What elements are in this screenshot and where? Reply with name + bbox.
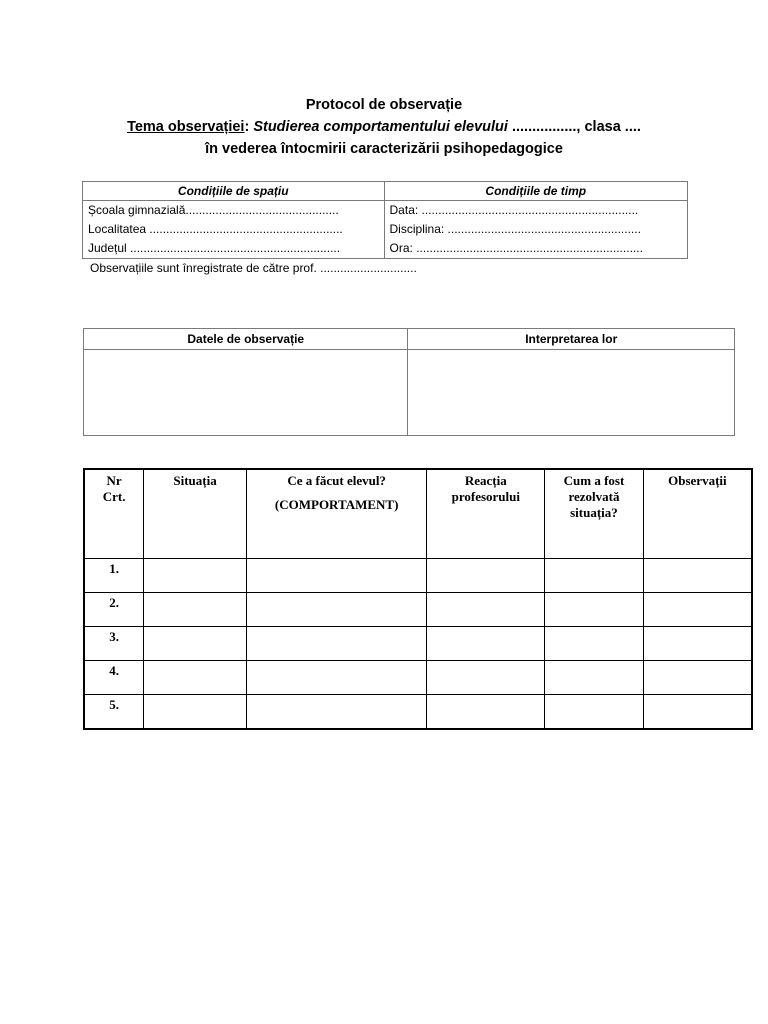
behavior-cell[interactable] — [246, 627, 427, 661]
situation-cell[interactable] — [144, 593, 247, 627]
behavior-cell[interactable] — [246, 593, 427, 627]
remarks-cell[interactable] — [643, 627, 752, 661]
reaction-cell[interactable] — [427, 627, 545, 661]
remarks-cell[interactable] — [643, 661, 752, 695]
behavior-subheader: (COMPORTAMENT) — [274, 497, 399, 512]
table-row — [84, 661, 752, 695]
teacher-note: Observațiile sunt înregistrate de către prof. ............................. — [90, 261, 417, 275]
row-number: 1. — [84, 559, 144, 593]
remarks-header: Observații — [643, 469, 752, 559]
behavior-cell[interactable] — [246, 661, 427, 695]
document-title: Protocol de observație — [305, 97, 463, 113]
interpretation-header: Interpretarea lor — [408, 329, 735, 350]
discipline-field[interactable]: Disciplina: .......................................................... — [384, 220, 687, 239]
resolution-cell[interactable] — [545, 661, 644, 695]
interpretation-cell[interactable] — [408, 350, 735, 436]
row-number: 3. — [84, 627, 144, 661]
document-title-block — [0, 94, 768, 160]
reaction-cell[interactable] — [427, 695, 545, 730]
behavior-cell[interactable] — [246, 695, 427, 730]
resolution-cell[interactable] — [545, 593, 644, 627]
reaction-cell[interactable] — [427, 559, 545, 593]
row-number: 5. — [84, 695, 144, 730]
space-conditions-header: Condițiile de spațiu — [83, 182, 385, 201]
theme-text: Studierea comportamentului elevului — [253, 119, 508, 135]
date-field[interactable]: Data: ................................................................. — [384, 201, 687, 221]
resolution-cell[interactable] — [545, 695, 644, 730]
situation-cell[interactable] — [144, 559, 247, 593]
table-row — [84, 627, 752, 661]
conditions-table — [82, 181, 688, 259]
row-number: 2. — [84, 593, 144, 627]
observation-theme — [0, 116, 768, 138]
behavior-table — [83, 468, 753, 730]
nr-crt-header: Nr Crt. — [84, 469, 144, 559]
table-row — [84, 695, 752, 730]
behavior-header: Ce a făcut elevul? (COMPORTAMENT) — [246, 469, 427, 559]
locality-field[interactable]: Localitatea .......................................................... — [83, 220, 385, 239]
theme-colon: : — [244, 119, 254, 135]
situation-cell[interactable] — [144, 695, 247, 730]
theme-label: Tema observației — [127, 119, 245, 135]
resolution-cell[interactable] — [545, 627, 644, 661]
hour-field[interactable]: Ora: .................................................................... — [384, 239, 687, 259]
teacher-reaction-header: Reacția profesorului — [427, 469, 545, 559]
table-row — [84, 593, 752, 627]
remarks-cell[interactable] — [643, 695, 752, 730]
remarks-cell[interactable] — [643, 559, 752, 593]
observation-data-header: Datele de observație — [84, 329, 408, 350]
theme-purpose: în vederea întocmirii caracterizării psihopedagogice — [205, 141, 563, 157]
resolution-cell[interactable] — [545, 559, 644, 593]
theme-tail: ................, clasa .... — [507, 119, 641, 135]
reaction-cell[interactable] — [427, 593, 545, 627]
row-number: 4. — [84, 661, 144, 695]
table-row — [84, 559, 752, 593]
behavior-cell[interactable] — [246, 559, 427, 593]
situation-cell[interactable] — [144, 661, 247, 695]
observation-data-table — [83, 328, 735, 436]
reaction-cell[interactable] — [427, 661, 545, 695]
resolution-header: Cum a fost rezolvată situația? — [545, 469, 644, 559]
school-field[interactable]: Școala gimnazială.............................................. — [83, 201, 385, 221]
situation-header: Situația — [144, 469, 247, 559]
situation-cell[interactable] — [144, 627, 247, 661]
time-conditions-header: Condițiile de timp — [384, 182, 687, 201]
remarks-cell[interactable] — [643, 593, 752, 627]
observation-data-cell[interactable] — [84, 350, 408, 436]
county-field[interactable]: Județul ............................................................... — [83, 239, 385, 259]
